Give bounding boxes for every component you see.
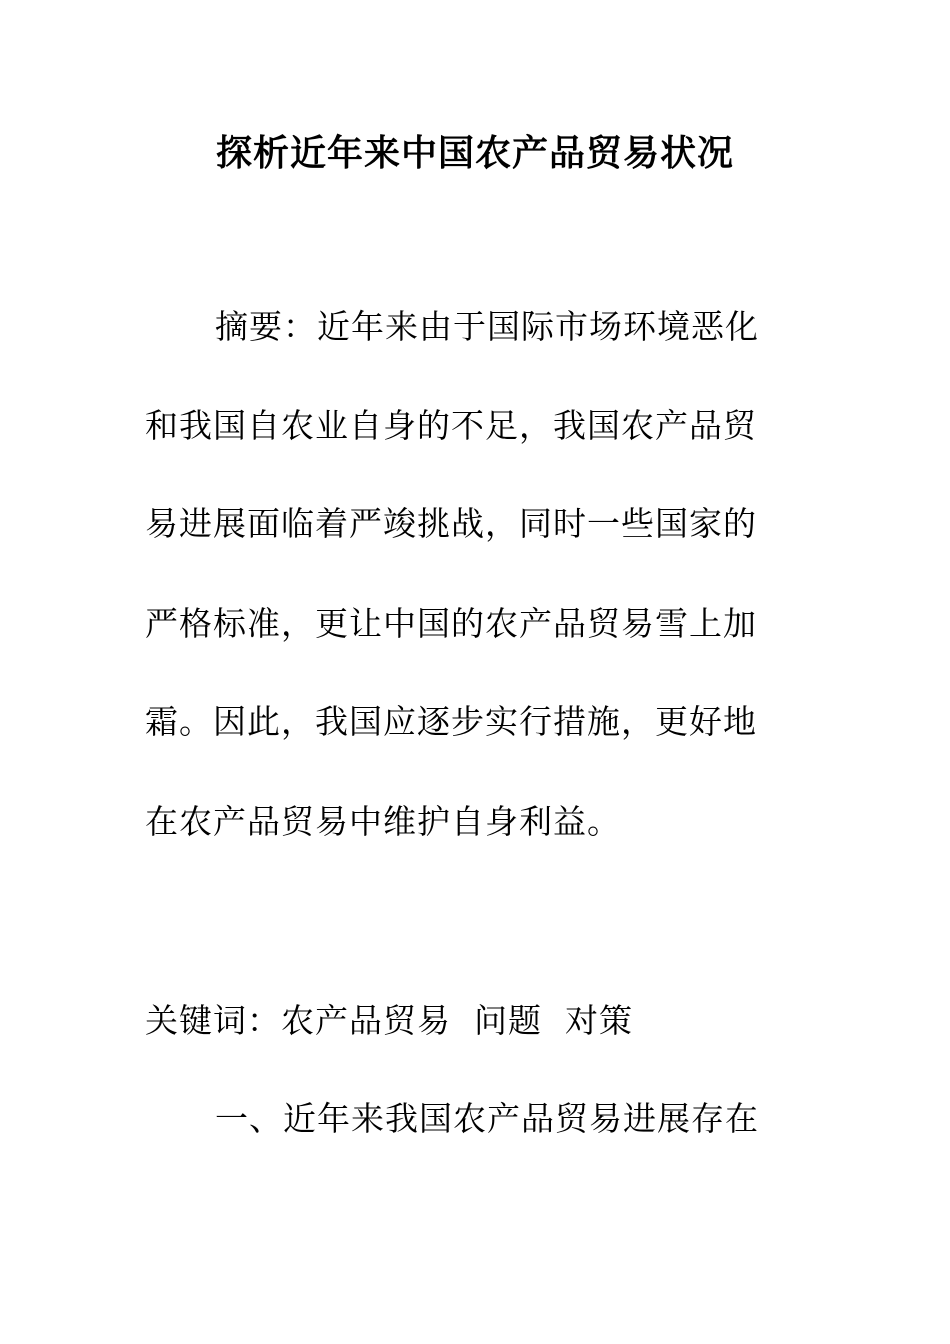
document-title: 探析近年来中国农产品贸易状况: [215, 132, 734, 174]
abstract-line-6: 在农产品贸易中维护自身利益。: [145, 802, 621, 841]
keywords-line: 关键词：农产品贸易 问题 对策: [145, 1001, 633, 1040]
abstract-line-4: 严格标准，更让中国的农产品贸易雪上加: [145, 604, 757, 643]
abstract-line-1: 摘要：近年来由于国际市场环境恶化: [215, 307, 759, 346]
section-heading: 一、近年来我国农产品贸易进展存在: [215, 1099, 759, 1138]
abstract-line-3: 易进展面临着严竣挑战，同时一些国家的: [145, 504, 757, 543]
abstract-line-5: 霜。因此，我国应逐步实行措施，更好地: [145, 702, 757, 741]
abstract-line-2: 和我国自农业自身的不足，我国农产品贸: [145, 406, 757, 445]
